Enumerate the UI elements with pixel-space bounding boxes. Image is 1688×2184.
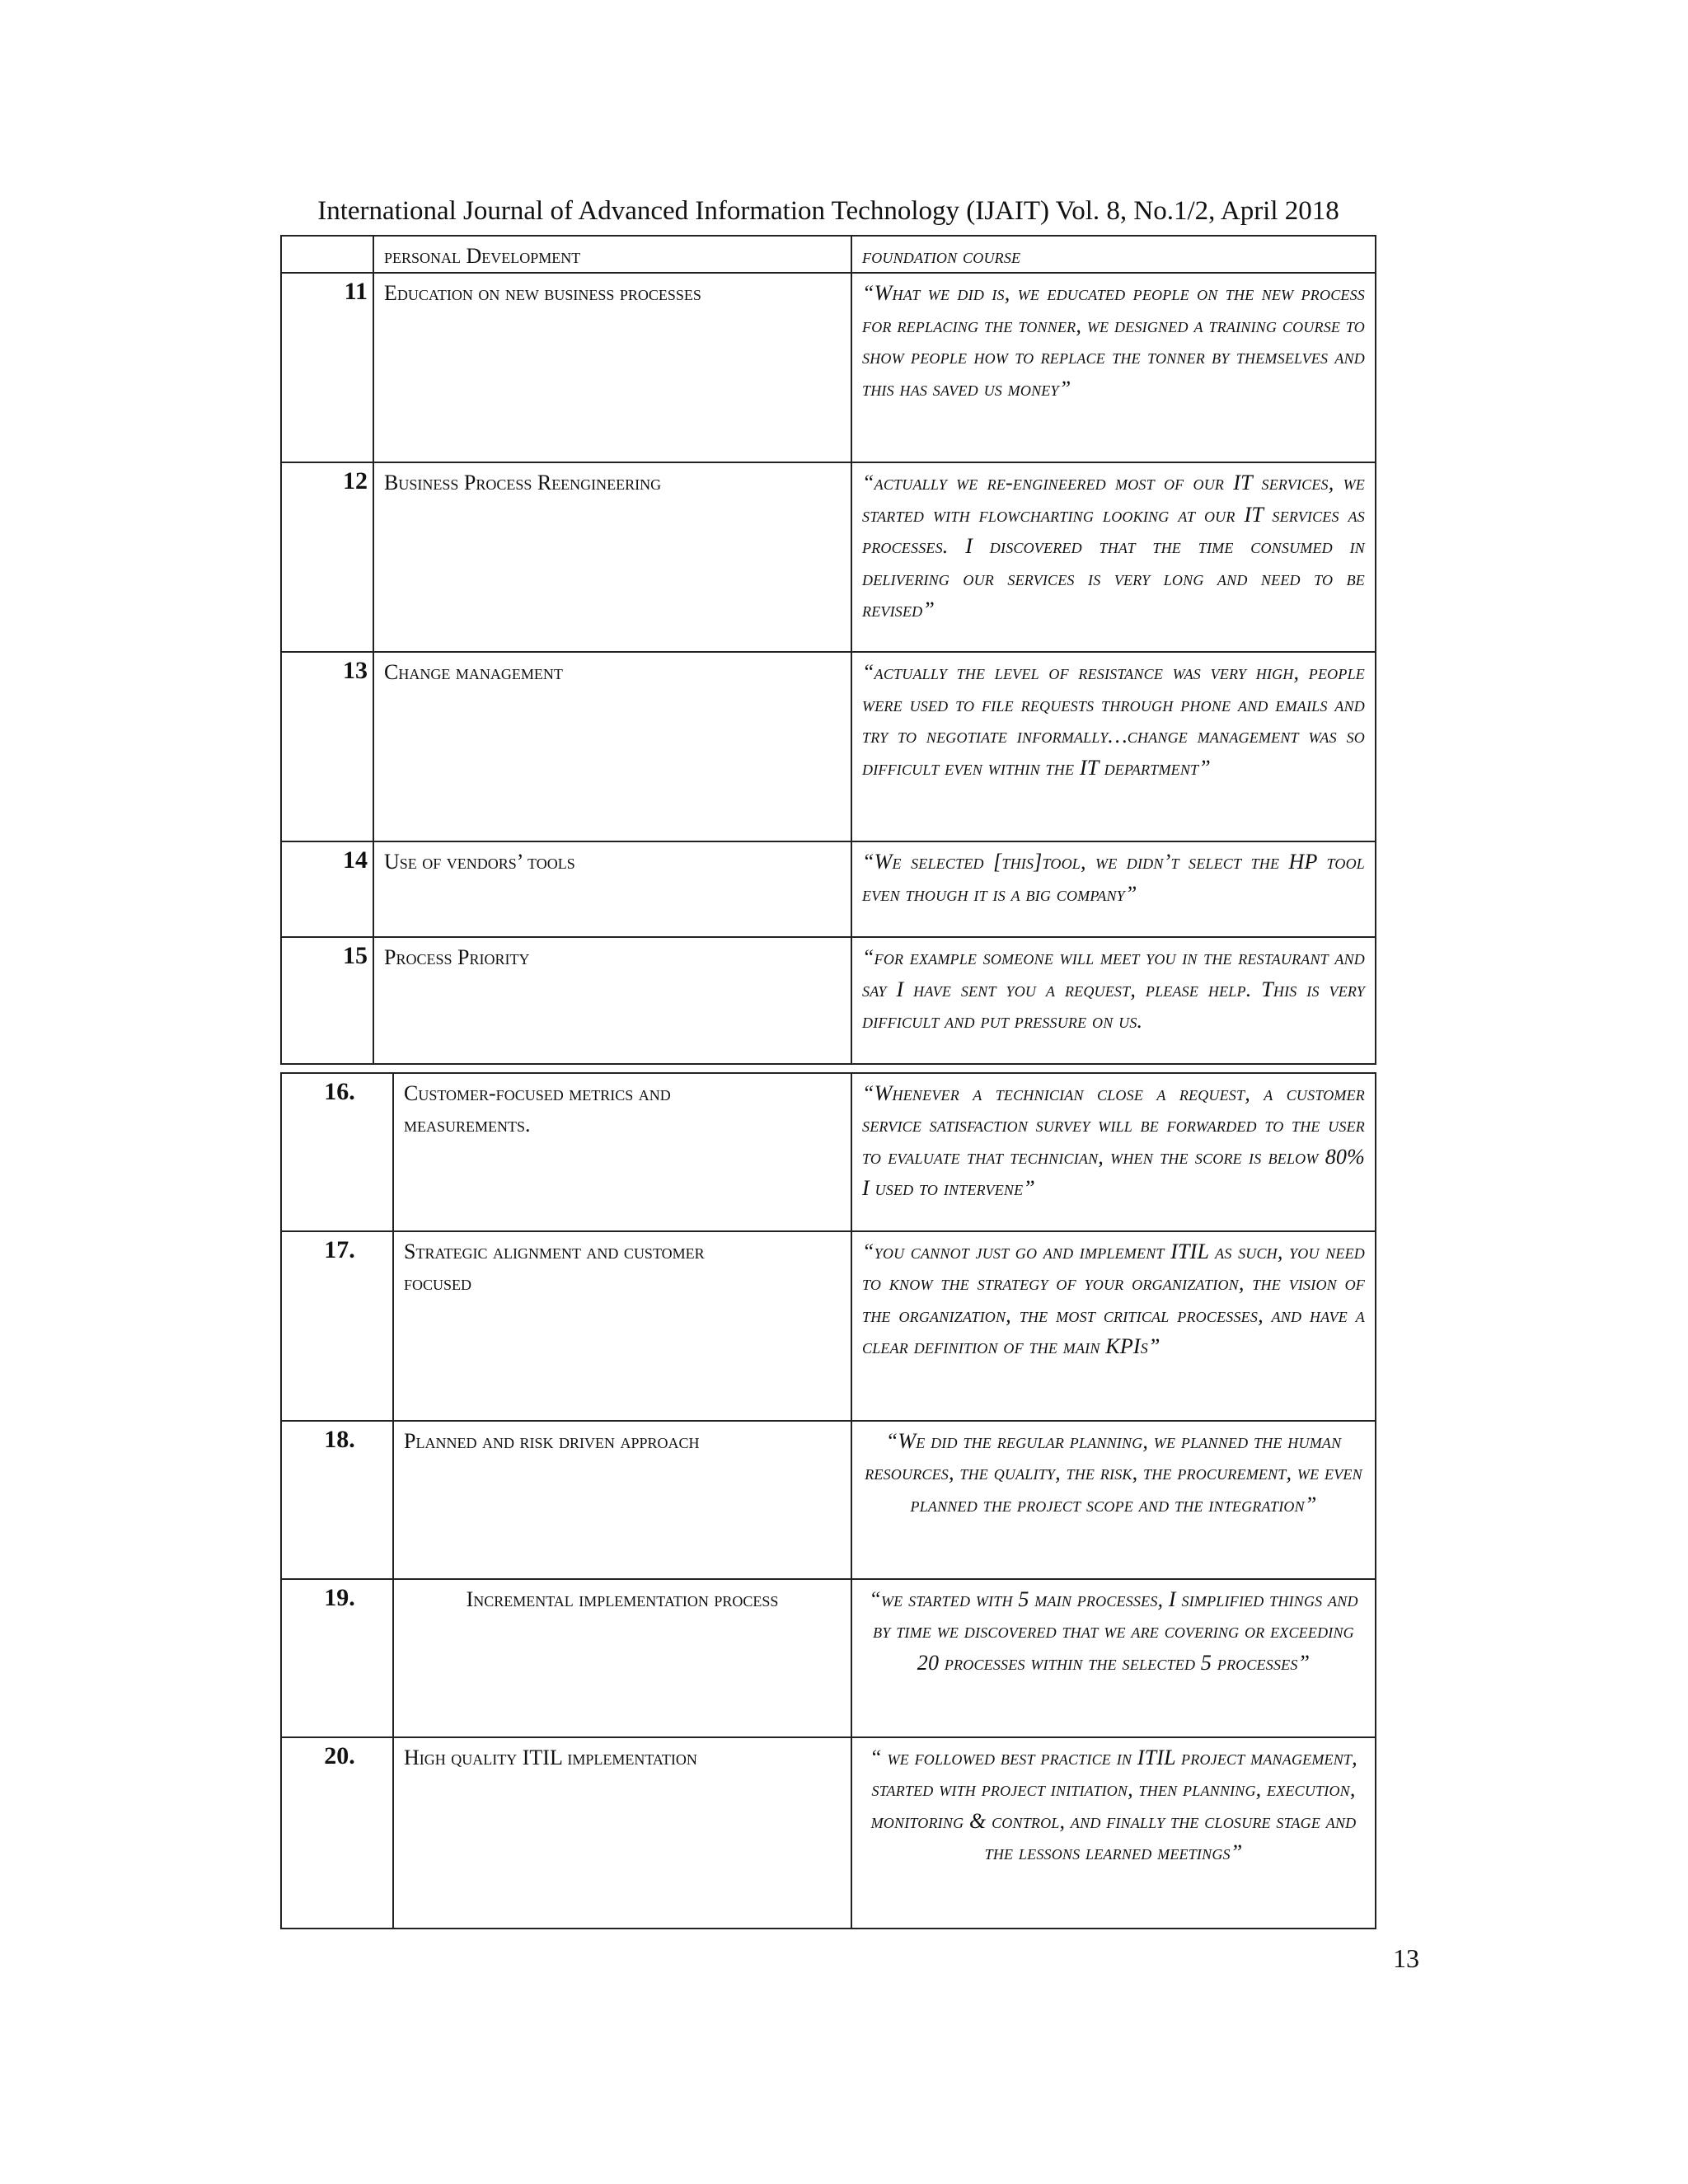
quote-cell: “We did the regular planning, we planned the human resources, the quality, the risk, the procurement, we even planned the project scope and the integration” [851,1421,1376,1579]
row-number: 13 [281,652,373,841]
running-header: International Journal of Advanced Information Technology (IJAIT) Vol. 8, No.1/2, April 2018 [317,196,1339,226]
quote-cell: “actually the level of resistance was very high, people were used to file requests through phone and emails and try to negotiate informally…change management was so difficult even within the IT department” [851,652,1376,841]
factor-cell: Customer-focused metrics and measurements. [393,1073,851,1231]
quote-cell: “We selected [this]tool, we didn’t select the HP tool even though it is a big company” [851,841,1376,937]
factor-cell: Incremental implementation process [393,1579,851,1737]
factor-cell: Strategic alignment and customer focused [393,1231,851,1421]
quote-cell: “ we followed best practice in ITIL project management, started with project initiation, then planning, execution, monitoring & control, and finally the closure stage and the lessons learned meetings” [851,1737,1376,1929]
factor-cell: Process Priority [373,937,851,1064]
quote-cell: “What we did is, we educated people on the new process for replacing the tonner, we designed a training course to show people how to replace the tonner by themselves and this has saved us money” [851,273,1376,462]
row-number: 15 [281,937,373,1064]
factor-cell: Use of vendors’ tools [373,841,851,937]
row-number: 20. [281,1737,393,1929]
quote-cell: “we started with 5 main processes, I simplified things and by time we discovered that we are covering or exceeding 20 processes within the selected 5 processes” [851,1579,1376,1737]
table-row [281,273,1376,462]
row-number: 11 [281,273,373,462]
factor-cell: personal Development [373,236,851,273]
quote-cell: “Whenever a technician close a request, a customer service satisfaction survey will be forwarded to the user to evaluate that technician, when the score is below 80% I used to intervene” [851,1073,1376,1231]
page-number: 13 [1393,1943,1419,1973]
row-number: 19. [281,1579,393,1737]
table-row [281,1231,1376,1421]
factors-table-continued [280,235,1376,1065]
factor-cell: Education on new business processes [373,273,851,462]
factors-table-second [280,1072,1376,1929]
quote-cell: “for example someone will meet you in the restaurant and say I have sent you a request, please help. This is very difficult and put pressure on us. [851,937,1376,1064]
factor-cell: Change management [373,652,851,841]
table-row [281,1421,1376,1579]
factor-cell: Planned and risk driven approach [393,1421,851,1579]
table-row [281,1073,1376,1231]
table-row [281,937,1376,1064]
table-row [281,236,1376,273]
quote-cell: foundation course [851,236,1376,273]
factor-cell: Business Process Reengineering [373,462,851,652]
row-number: 18. [281,1421,393,1579]
factor-cell: High quality ITIL implementation [393,1737,851,1929]
row-number: 17. [281,1231,393,1421]
table-row [281,462,1376,652]
quote-cell: “you cannot just go and implement ITIL as such, you need to know the strategy of your organization, the vision of the organization, the most critical processes, and have a clear definition of the main KPIs” [851,1231,1376,1421]
table-row [281,652,1376,841]
row-number: 16. [281,1073,393,1231]
row-number: 12 [281,462,373,652]
row-number: 14 [281,841,373,937]
quote-cell: “actually we re-engineered most of our IT services, we started with flowcharting looking at our IT services as processes. I discovered that the time consumed in delivering our services is very long and need to be revised” [851,462,1376,652]
row-number [281,236,373,273]
table-row [281,841,1376,937]
table-row [281,1579,1376,1737]
table-row [281,1737,1376,1929]
